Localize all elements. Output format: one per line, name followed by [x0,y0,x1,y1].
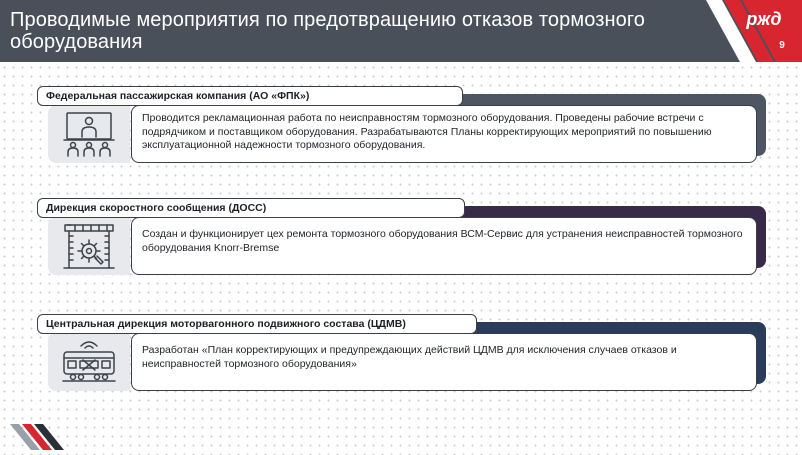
section-tsdmv [0,314,802,394]
section-text: Проводится рекламационная работа по неисправностям тормозного оборудования. Проведены рабочие встречи с подрядчиком и поставщиком оборудования. Разрабатываются Планы корректирующих мероприятий по повышению эксплуатационной надежности тормозного оборудования. [131,105,757,163]
section-text: Разработан «План корректирующих и предупреждающих действий ЦДМВ для исключения случаев отказов и неисправностей тормозного оборудования» [131,333,757,391]
page-number: 9 [779,40,785,51]
header-stripes-decoration [0,0,802,62]
header-bar [0,0,802,62]
train-car-tools-icon [61,338,117,386]
page-title: Проводимые мероприятия по предотвращению отказов тормозного оборудования [10,9,646,53]
section-label: Федеральная пассажирская компания (АО «ФПК») [37,86,463,106]
section-label: Центральная дирекция моторвагонного подвижного состава (ЦДМВ) [37,314,477,334]
repair-workshop-gear-icon [61,222,117,270]
section-fpk [0,86,802,166]
rzd-logo-icon [742,6,786,32]
section-label: Дирекция скоростного сообщения (ДОСС) [37,198,465,218]
presentation-meeting-icon [61,110,117,158]
section-icon-box [48,217,130,275]
section-icon-box [48,105,130,163]
footer-stripes-decoration [10,424,80,450]
section-icon-box [48,333,130,391]
svg-text:ржд: ржд [746,9,782,29]
section-doss [0,198,802,278]
section-text: Создан и функционирует цех ремонта тормозного оборудования ВСМ-Сервис для устранения неисправностей тормозного оборудования Knorr-Bremse [131,217,757,275]
